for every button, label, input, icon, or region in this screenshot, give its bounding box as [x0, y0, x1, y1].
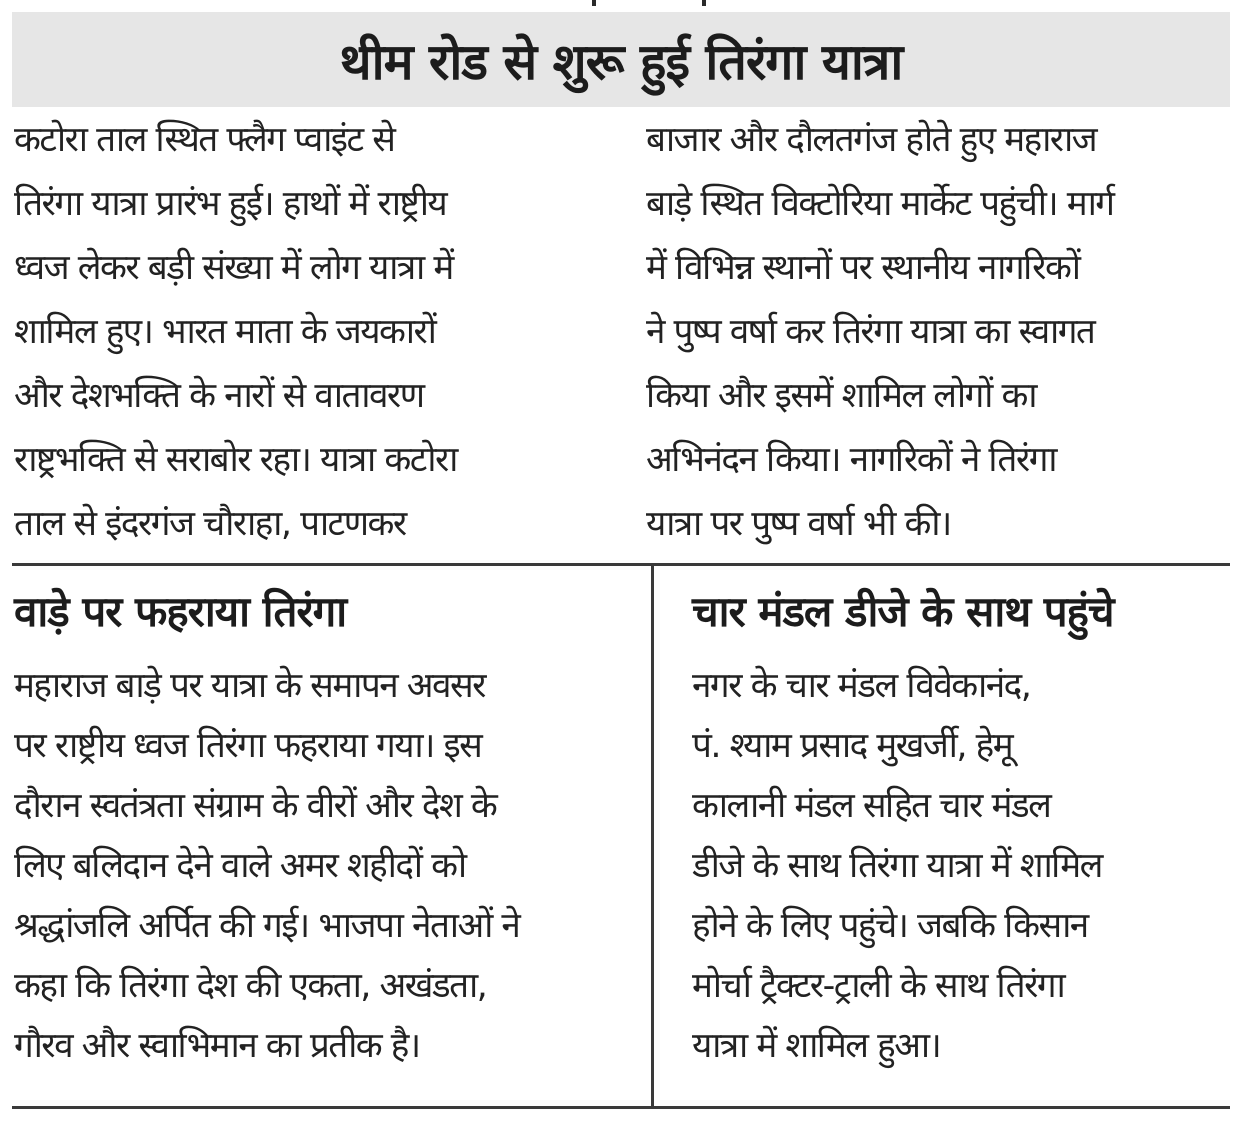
text-line: होने के लिए पहुंचे। जबकि किसान [692, 906, 1088, 946]
text-line: ताल से इंदरगंज चौराहा, पाटणकर [14, 504, 406, 544]
text-line: किया और इसमें शामिल लोगों का [646, 376, 1036, 416]
text-line: नगर के चार मंडल विवेकानंद, [692, 666, 1031, 706]
headline-banner [12, 12, 1230, 107]
edge-mark [592, 0, 596, 6]
page-headline: थीम रोड से शुरू हुई तिरंगा यात्रा [339, 32, 903, 91]
text-line: महाराज बाड़े पर यात्रा के समापन अवसर [14, 666, 485, 706]
right-story-subhead: चार मंडल डीजे के साथ पहुंचे [692, 587, 1114, 636]
text-line: यात्रा पर पुष्प वर्षा भी की। [646, 504, 951, 544]
text-line: तिरंगा यात्रा प्रारंभ हुई। हाथों में राष्ट्रीय [14, 184, 447, 224]
text-line: और देशभक्ति के नारों से वातावरण [14, 376, 424, 416]
text-line: अभिनंदन किया। नागरिकों ने तिरंगा [646, 440, 1056, 480]
text-line: पं. श्याम प्रसाद मुखर्जी, हेमू [692, 726, 1013, 766]
text-line: दौरान स्वतंत्रता संग्राम के वीरों और देश के [14, 786, 497, 826]
left-story-subhead: वाड़े पर फहराया तिरंगा [14, 587, 347, 636]
section-divider [12, 563, 1230, 566]
text-line: कालानी मंडल सहित चार मंडल [692, 786, 1051, 826]
text-line: लिए बलिदान देने वाले अमर शहीदों को [14, 846, 466, 886]
text-line: बाड़े स्थित विक्टोरिया मार्केट पहुंची। मार्ग [646, 184, 1114, 224]
top-story-right-column [646, 108, 1241, 556]
text-line: श्रद्धांजलि अर्पित की गई। भाजपा नेताओं ने [14, 906, 520, 946]
text-line: डीजे के साथ तिरंगा यात्रा में शामिल [692, 846, 1102, 886]
left-story-column [14, 656, 644, 1076]
bottom-rule [12, 1106, 1230, 1109]
text-line: कटोरा ताल स्थित फ्लैग प्वाइंट से [14, 120, 395, 160]
text-line: मोर्चा ट्रैक्टर-ट्राली के साथ तिरंगा [692, 966, 1065, 1006]
right-story-column [692, 656, 1237, 1076]
text-line: ने पुष्प वर्षा कर तिरंगा यात्रा का स्वागत [646, 312, 1095, 352]
text-line: राष्ट्रभक्ति से सराबोर रहा। यात्रा कटोरा [14, 440, 457, 480]
edge-mark [702, 0, 706, 6]
text-line: यात्रा में शामिल हुआ। [692, 1026, 941, 1066]
text-line: गौरव और स्वाभिमान का प्रतीक है। [14, 1026, 420, 1066]
column-divider [651, 566, 654, 1106]
text-line: पर राष्ट्रीय ध्वज तिरंगा फहराया गया। इस [14, 726, 482, 766]
text-line: ध्वज लेकर बड़ी संख्या में लोग यात्रा में [14, 248, 453, 288]
text-line: बाजार और दौलतगंज होते हुए महाराज [646, 120, 1097, 160]
text-line: में विभिन्न स्थानों पर स्थानीय नागरिकों [646, 248, 1080, 288]
top-story-left-column [14, 108, 634, 556]
text-line: कहा कि तिरंगा देश की एकता, अखंडता, [14, 966, 487, 1006]
top-edge-strip [0, 0, 1250, 8]
text-line: शामिल हुए। भारत माता के जयकारों [14, 312, 436, 352]
